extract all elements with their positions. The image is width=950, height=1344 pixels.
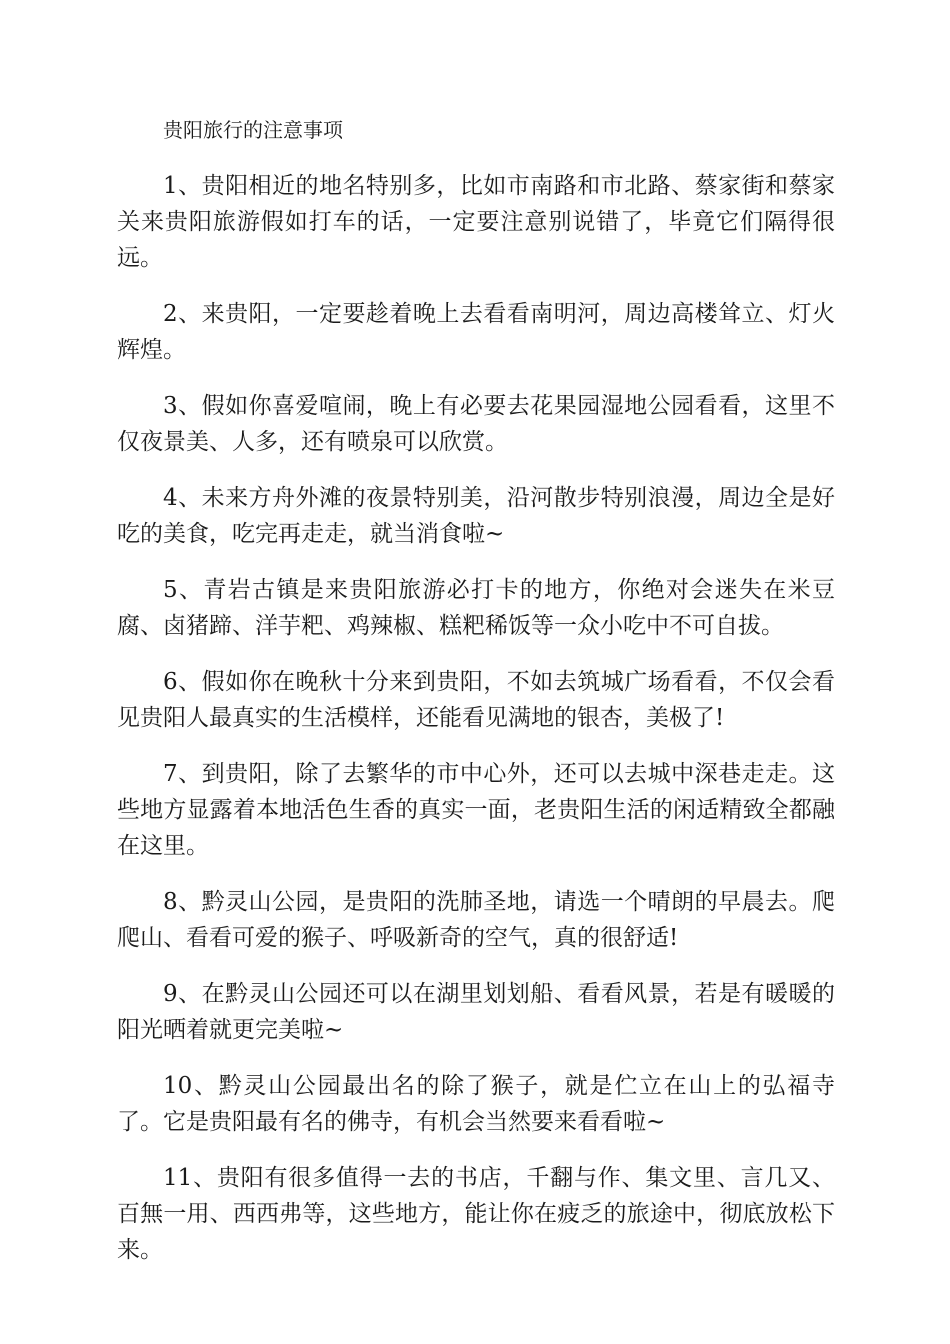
- document-title: 贵阳旅行的注意事项: [163, 118, 343, 142]
- tip-paragraph-4: 4、未来方舟外滩的夜景特别美，沿河散步特别浪漫，周边全是好吃的美食，吃完再走走，就当消食啦~: [117, 485, 835, 547]
- tip-paragraph-3: 3、假如你喜爱喧闹，晚上有必要去花果园湿地公园看看，这里不仅夜景美、人多，还有喷泉可以欣赏。: [117, 393, 835, 455]
- tip-paragraph-7: 7、到贵阳，除了去繁华的市中心外，还可以去城中深巷走走。这些地方显露着本地活色生香的真实一面，老贵阳生活的闲适精致全都融在这里。: [117, 761, 835, 859]
- tip-paragraph-6: 6、假如你在晚秋十分来到贵阳，不如去筑城广场看看，不仅会看见贵阳人最真实的生活模样，还能看见满地的银杏，美极了!: [117, 669, 835, 731]
- tip-paragraph-2: 2、来贵阳，一定要趁着晚上去看看南明河，周边高楼耸立、灯火辉煌。: [117, 301, 835, 363]
- tip-paragraph-11: 11、贵阳有很多值得一去的书店，千翻与作、集文里、言几又、百無一用、西西弗等，这些地方，能让你在疲乏的旅途中，彻底放松下来。: [117, 1165, 835, 1263]
- tip-paragraph-5: 5、青岩古镇是来贵阳旅游必打卡的地方，你绝对会迷失在米豆腐、卤猪蹄、洋芋粑、鸡辣椒、糕粑稀饭等一众小吃中不可自拔。: [117, 577, 835, 639]
- document-body: [117, 112, 835, 1288]
- tip-paragraph-10: 10、黔灵山公园最出名的除了猴子，就是伫立在山上的弘福寺了。它是贵阳最有名的佛寺，有机会当然要来看看啦~: [117, 1073, 835, 1135]
- tip-paragraph-8: 8、黔灵山公园，是贵阳的洗肺圣地，请选一个晴朗的早晨去。爬爬山、看看可爱的猴子、呼吸新奇的空气，真的很舒适!: [117, 889, 835, 951]
- tip-paragraph-1: 1、贵阳相近的地名特别多，比如市南路和市北路、蔡家街和蔡家关来贵阳旅游假如打车的话，一定要注意别说错了，毕竟它们隔得很远。: [117, 173, 835, 271]
- tip-paragraph-9: 9、在黔灵山公园还可以在湖里划划船、看看风景，若是有暖暖的阳光晒着就更完美啦~: [117, 981, 835, 1043]
